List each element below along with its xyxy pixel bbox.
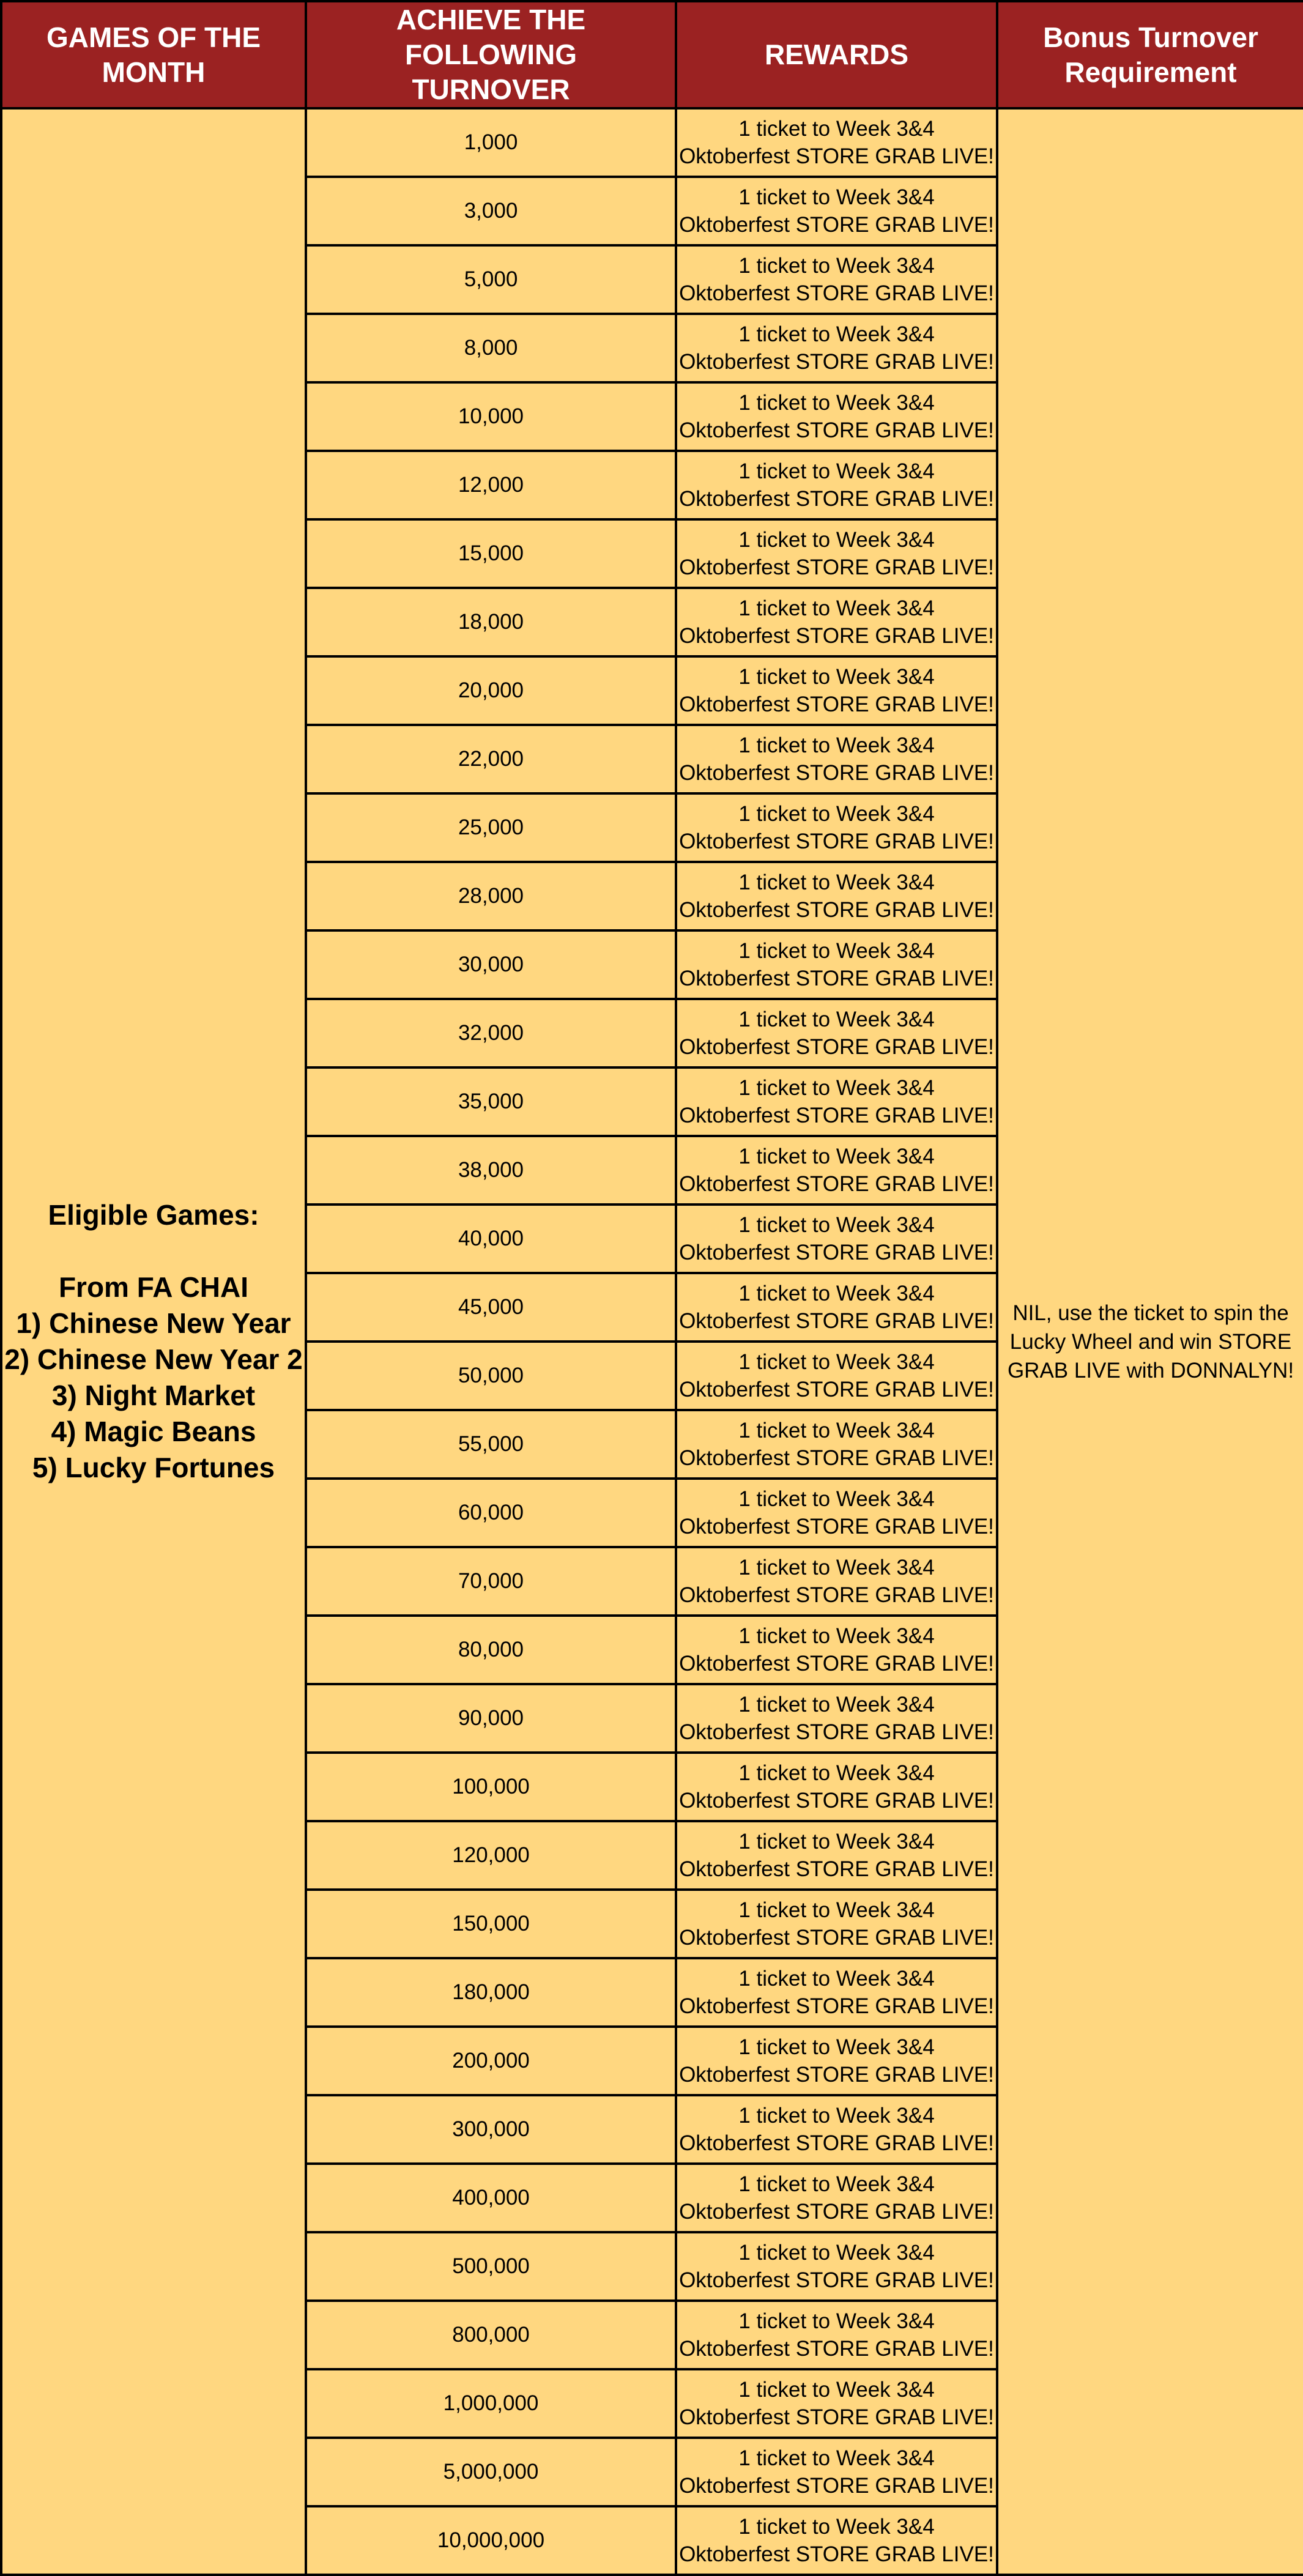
reward-line-2: Oktoberfest STORE GRAB LIVE!	[679, 1104, 994, 1127]
header-bonus	[997, 1, 1303, 108]
reward-cell	[676, 314, 997, 382]
header-turnover	[306, 1, 676, 108]
reward-cell	[676, 862, 997, 930]
reward-line-1: 1 ticket to Week 3&4	[738, 117, 935, 141]
turnover-cell: 8,000	[306, 314, 676, 382]
turnover-cell: 12,000	[306, 451, 676, 519]
reward-line-1: 1 ticket to Week 3&4	[738, 1008, 935, 1031]
reward-line-1: 1 ticket to Week 3&4	[738, 254, 935, 278]
game-item: 1) Chinese New Year	[16, 1307, 291, 1339]
game-item: 4) Magic Beans	[51, 1416, 256, 1447]
reward-line-1: 1 ticket to Week 3&4	[738, 2172, 935, 2196]
reward-cell	[676, 1958, 997, 2027]
reward-line-2: Oktoberfest STORE GRAB LIVE!	[679, 2131, 994, 2155]
reward-line-1: 1 ticket to Week 3&4	[738, 665, 935, 689]
reward-line-1: 1 ticket to Week 3&4	[738, 1419, 935, 1442]
reward-cell	[676, 108, 997, 177]
reward-line-1: 1 ticket to Week 3&4	[738, 2035, 935, 2059]
turnover-cell: 60,000	[306, 1479, 676, 1547]
reward-line-2: Oktoberfest STORE GRAB LIVE!	[679, 692, 994, 716]
turnover-cell: 50,000	[306, 1342, 676, 1410]
reward-line-1: 1 ticket to Week 3&4	[738, 1693, 935, 1717]
reward-line-1: 1 ticket to Week 3&4	[738, 2446, 935, 2470]
reward-cell	[676, 1067, 997, 1136]
turnover-cell: 45,000	[306, 1273, 676, 1342]
reward-cell	[676, 2506, 997, 2575]
turnover-cell: 28,000	[306, 862, 676, 930]
turnover-cell: 180,000	[306, 1958, 676, 2027]
bonus-line: NIL, use the ticket to spin the	[1012, 1301, 1289, 1325]
turnover-cell: 15,000	[306, 519, 676, 588]
turnover-cell: 120,000	[306, 1821, 676, 1890]
reward-line-1: 1 ticket to Week 3&4	[738, 2515, 935, 2539]
reward-cell	[676, 930, 997, 999]
reward-line-2: Oktoberfest STORE GRAB LIVE!	[679, 2474, 994, 2498]
reward-cell	[676, 1479, 997, 1547]
reward-line-1: 1 ticket to Week 3&4	[738, 1830, 935, 1854]
reward-line-1: 1 ticket to Week 3&4	[738, 1761, 935, 1785]
turnover-cell: 1,000,000	[306, 2369, 676, 2438]
bonus-line: Lucky Wheel and win STORE	[1009, 1329, 1292, 1354]
bonus-line: GRAB LIVE with DONNALYN!	[1007, 1358, 1294, 1383]
reward-line-1: 1 ticket to Week 3&4	[738, 2309, 935, 2333]
reward-line-2: Oktoberfest STORE GRAB LIVE!	[679, 1857, 994, 1881]
reward-cell	[676, 1547, 997, 1616]
turnover-cell: 5,000,000	[306, 2438, 676, 2506]
reward-cell	[676, 1753, 997, 1821]
header-games-line-2: MONTH	[102, 56, 206, 88]
reward-cell	[676, 1821, 997, 1890]
reward-cell	[676, 2232, 997, 2301]
reward-cell	[676, 2438, 997, 2506]
reward-line-2: Oktoberfest STORE GRAB LIVE!	[679, 2337, 994, 2361]
reward-cell	[676, 245, 997, 314]
reward-line-2: Oktoberfest STORE GRAB LIVE!	[679, 1720, 994, 1744]
turnover-cell: 80,000	[306, 1616, 676, 1684]
reward-line-1: 1 ticket to Week 3&4	[738, 1967, 935, 1991]
header-games-line-1: GAMES OF THE	[46, 21, 261, 53]
reward-line-2: Oktoberfest STORE GRAB LIVE!	[679, 1309, 994, 1333]
reward-line-2: Oktoberfest STORE GRAB LIVE!	[679, 1378, 994, 1401]
turnover-cell: 35,000	[306, 1067, 676, 1136]
reward-line-1: 1 ticket to Week 3&4	[738, 185, 935, 209]
reward-cell	[676, 1204, 997, 1273]
reward-line-1: 1 ticket to Week 3&4	[738, 391, 935, 415]
reward-line-2: Oktoberfest STORE GRAB LIVE!	[679, 1926, 994, 1950]
reward-cell	[676, 2164, 997, 2232]
table-body	[1, 108, 1303, 2575]
turnover-cell: 70,000	[306, 1547, 676, 1616]
turnover-cell: 800,000	[306, 2301, 676, 2369]
reward-cell	[676, 2301, 997, 2369]
game-item: 2) Chinese New Year 2	[4, 1343, 303, 1375]
turnover-cell: 10,000,000	[306, 2506, 676, 2575]
header-rewards	[676, 1, 997, 108]
reward-line-2: Oktoberfest STORE GRAB LIVE!	[679, 967, 994, 990]
turnover-cell: 10,000	[306, 382, 676, 451]
reward-cell	[676, 1616, 997, 1684]
reward-cell	[676, 451, 997, 519]
reward-line-2: Oktoberfest STORE GRAB LIVE!	[679, 213, 994, 237]
reward-cell	[676, 1410, 997, 1479]
game-item: 3) Night Market	[51, 1379, 256, 1411]
reward-line-1: 1 ticket to Week 3&4	[738, 459, 935, 483]
games-provider: From FA CHAI	[58, 1271, 249, 1303]
reward-cell	[676, 656, 997, 725]
turnover-cell: 30,000	[306, 930, 676, 999]
reward-cell	[676, 2095, 997, 2164]
turnover-cell: 100,000	[306, 1753, 676, 1821]
turnover-cell: 150,000	[306, 1890, 676, 1958]
reward-cell	[676, 177, 997, 245]
reward-line-2: Oktoberfest STORE GRAB LIVE!	[679, 2268, 994, 2292]
turnover-cell: 400,000	[306, 2164, 676, 2232]
reward-line-2: Oktoberfest STORE GRAB LIVE!	[679, 1446, 994, 1470]
reward-line-1: 1 ticket to Week 3&4	[738, 1282, 935, 1305]
reward-cell	[676, 588, 997, 656]
reward-line-2: Oktoberfest STORE GRAB LIVE!	[679, 418, 994, 442]
reward-line-1: 1 ticket to Week 3&4	[738, 1145, 935, 1168]
reward-line-2: Oktoberfest STORE GRAB LIVE!	[679, 1583, 994, 1607]
header-bonus-line-2: Requirement	[1064, 56, 1237, 88]
reward-line-2: Oktoberfest STORE GRAB LIVE!	[679, 2542, 994, 2566]
reward-line-1: 1 ticket to Week 3&4	[738, 1487, 935, 1511]
reward-cell	[676, 2027, 997, 2095]
reward-line-2: Oktoberfest STORE GRAB LIVE!	[679, 830, 994, 853]
turnover-cell: 18,000	[306, 588, 676, 656]
reward-line-1: 1 ticket to Week 3&4	[738, 802, 935, 826]
header-bonus-line-1: Bonus Turnover	[1043, 21, 1258, 53]
reward-line-1: 1 ticket to Week 3&4	[738, 596, 935, 620]
reward-line-2: Oktoberfest STORE GRAB LIVE!	[679, 350, 994, 374]
reward-line-1: 1 ticket to Week 3&4	[738, 1350, 935, 1374]
reward-line-2: Oktoberfest STORE GRAB LIVE!	[679, 1035, 994, 1059]
reward-line-1: 1 ticket to Week 3&4	[738, 528, 935, 552]
reward-line-2: Oktoberfest STORE GRAB LIVE!	[679, 1789, 994, 1813]
reward-line-2: Oktoberfest STORE GRAB LIVE!	[679, 281, 994, 305]
turnover-cell: 38,000	[306, 1136, 676, 1204]
eligible-games-cell	[1, 108, 306, 2575]
turnover-cell: 25,000	[306, 793, 676, 862]
turnover-cell: 500,000	[306, 2232, 676, 2301]
header-rewards-line-1: REWARDS	[764, 39, 909, 70]
reward-cell	[676, 1684, 997, 1753]
turnover-cell: 300,000	[306, 2095, 676, 2164]
reward-line-1: 1 ticket to Week 3&4	[738, 2241, 935, 2265]
reward-line-2: Oktoberfest STORE GRAB LIVE!	[679, 555, 994, 579]
reward-line-2: Oktoberfest STORE GRAB LIVE!	[679, 2063, 994, 2087]
turnover-cell: 20,000	[306, 656, 676, 725]
reward-line-2: Oktoberfest STORE GRAB LIVE!	[679, 487, 994, 511]
reward-line-1: 1 ticket to Week 3&4	[738, 1076, 935, 1100]
turnover-cell: 22,000	[306, 725, 676, 793]
reward-line-2: Oktoberfest STORE GRAB LIVE!	[679, 2200, 994, 2224]
reward-line-2: Oktoberfest STORE GRAB LIVE!	[679, 2405, 994, 2429]
reward-line-2: Oktoberfest STORE GRAB LIVE!	[679, 898, 994, 922]
reward-line-1: 1 ticket to Week 3&4	[738, 1624, 935, 1648]
game-item: 5) Lucky Fortunes	[32, 1452, 275, 1483]
reward-line-1: 1 ticket to Week 3&4	[738, 870, 935, 894]
header-games	[1, 1, 306, 108]
reward-line-2: Oktoberfest STORE GRAB LIVE!	[679, 1515, 994, 1539]
spacer	[2, 1233, 305, 1269]
reward-line-1: 1 ticket to Week 3&4	[738, 1556, 935, 1579]
reward-cell	[676, 999, 997, 1067]
turnover-cell: 200,000	[306, 2027, 676, 2095]
reward-cell	[676, 793, 997, 862]
reward-line-2: Oktoberfest STORE GRAB LIVE!	[679, 1652, 994, 1676]
turnover-cell: 90,000	[306, 1684, 676, 1753]
reward-cell	[676, 1136, 997, 1204]
reward-cell	[676, 1342, 997, 1410]
reward-line-1: 1 ticket to Week 3&4	[738, 733, 935, 757]
reward-line-2: Oktoberfest STORE GRAB LIVE!	[679, 624, 994, 648]
turnover-cell: 32,000	[306, 999, 676, 1067]
turnover-cell: 5,000	[306, 245, 676, 314]
reward-line-1: 1 ticket to Week 3&4	[738, 322, 935, 346]
turnover-cell: 40,000	[306, 1204, 676, 1273]
reward-cell	[676, 725, 997, 793]
reward-line-1: 1 ticket to Week 3&4	[738, 2104, 935, 2128]
reward-line-1: 1 ticket to Week 3&4	[738, 939, 935, 963]
reward-line-1: 1 ticket to Week 3&4	[738, 2378, 935, 2402]
reward-line-2: Oktoberfest STORE GRAB LIVE!	[679, 761, 994, 785]
reward-cell	[676, 1890, 997, 1958]
reward-line-2: Oktoberfest STORE GRAB LIVE!	[679, 1994, 994, 2018]
turnover-cell: 55,000	[306, 1410, 676, 1479]
header-turnover-line-1: ACHIEVE THE FOLLOWING	[396, 4, 586, 70]
reward-line-1: 1 ticket to Week 3&4	[738, 1898, 935, 1922]
header-turnover-line-2: TURNOVER	[412, 73, 570, 105]
reward-cell	[676, 519, 997, 588]
eligible-games-title: Eligible Games:	[48, 1199, 259, 1231]
turnover-cell: 1,000	[306, 108, 676, 177]
table-row	[1, 108, 1303, 177]
turnover-cell: 3,000	[306, 177, 676, 245]
reward-cell	[676, 2369, 997, 2438]
reward-cell	[676, 382, 997, 451]
reward-line-1: 1 ticket to Week 3&4	[738, 1213, 935, 1237]
reward-line-2: Oktoberfest STORE GRAB LIVE!	[679, 1241, 994, 1264]
reward-cell	[676, 1273, 997, 1342]
reward-line-2: Oktoberfest STORE GRAB LIVE!	[679, 144, 994, 168]
bonus-requirement-cell	[997, 108, 1303, 2575]
header-row	[1, 1, 1303, 108]
reward-line-2: Oktoberfest STORE GRAB LIVE!	[679, 1172, 994, 1196]
